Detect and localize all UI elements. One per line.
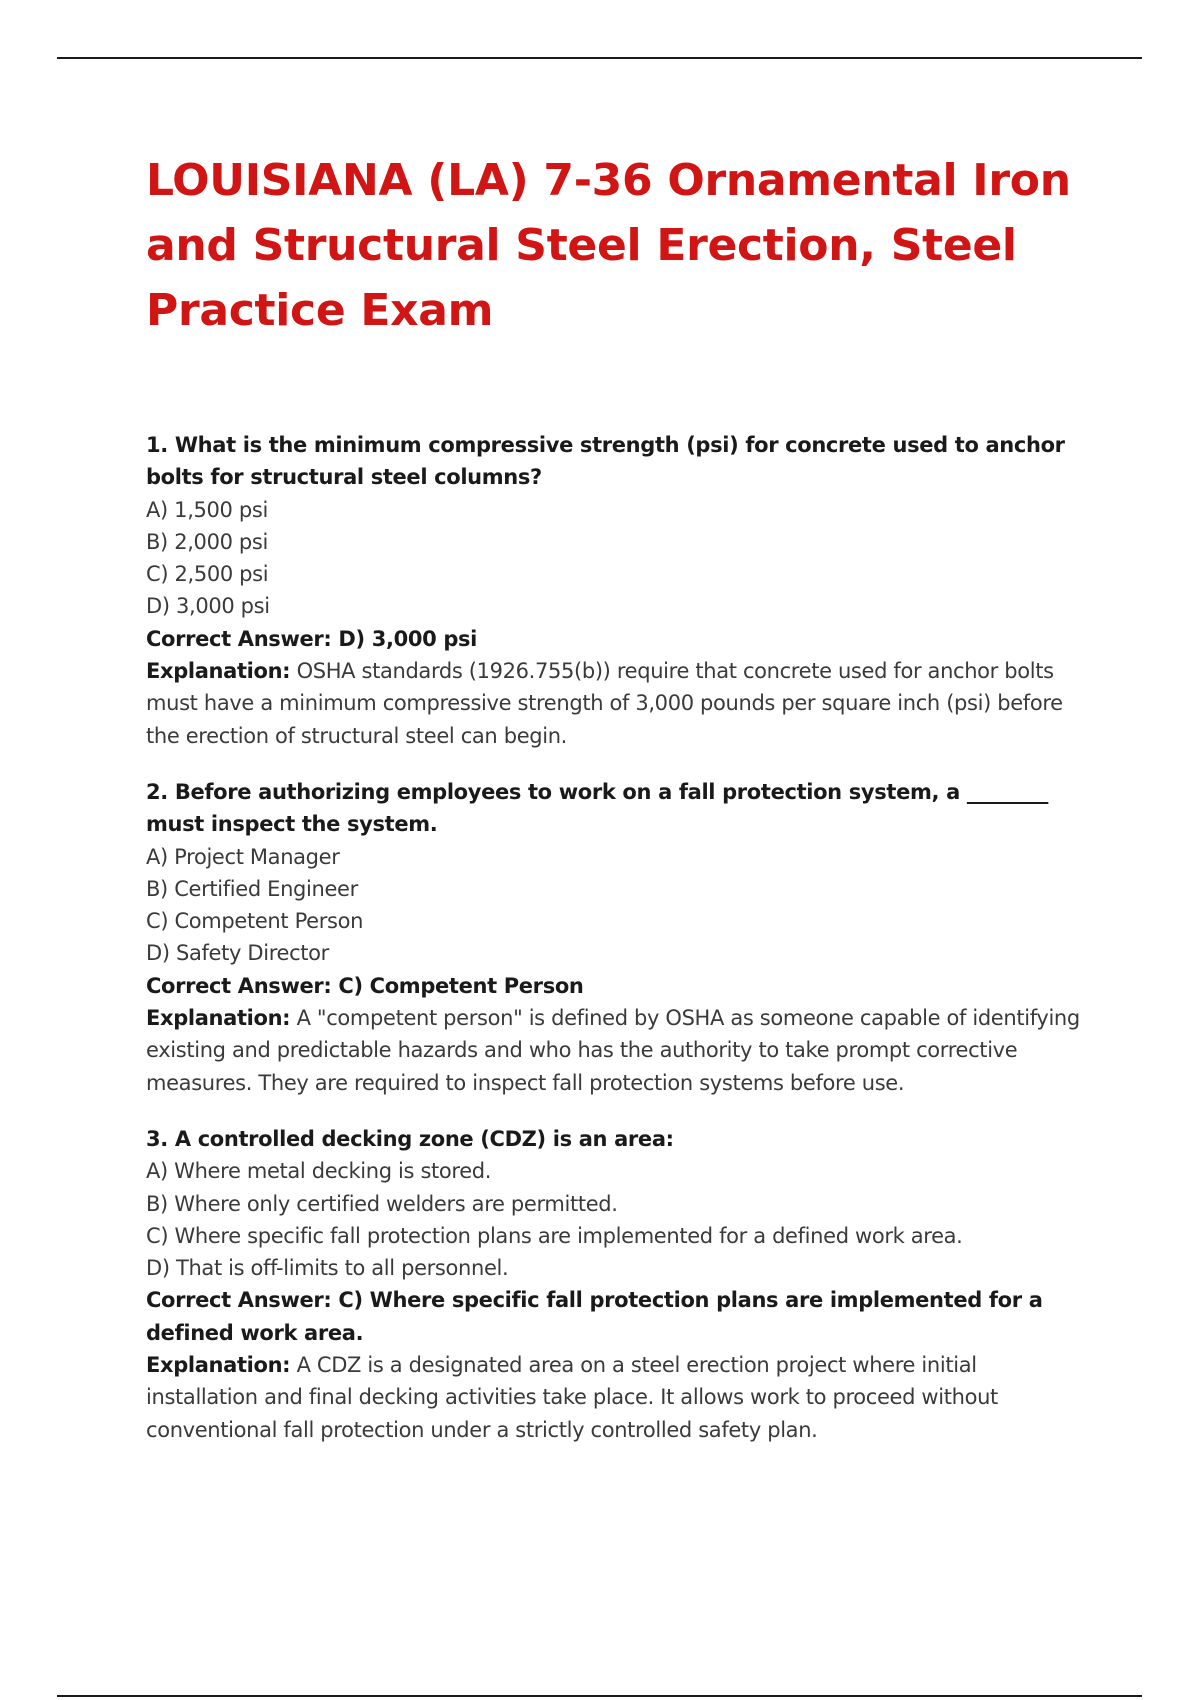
- option-c: C) Where specific fall protection plans are implemented for a defined work area.: [146, 1223, 963, 1248]
- explanation: [146, 1002, 1086, 1099]
- explanation: [146, 655, 1086, 752]
- page-title: LOUISIANA (LA) 7-36 Ornamental Iron and Structural Steel Erection, Steel Practice Exam: [146, 155, 1071, 336]
- option-b: B) Certified Engineer: [146, 876, 358, 901]
- option-a: A) 1,500 psi: [146, 497, 268, 522]
- correct-answer: Correct Answer: C) Competent Person: [146, 973, 584, 998]
- option-d: D) That is off-limits to all personnel.: [146, 1256, 509, 1281]
- question-3: [146, 1123, 1086, 1446]
- explanation-label: Explanation:: [146, 1353, 291, 1378]
- option-d: D) Safety Director: [146, 941, 329, 966]
- explanation-label: Explanation:: [146, 659, 291, 684]
- question-2: [146, 776, 1086, 1099]
- top-divider: [57, 57, 1142, 59]
- option-b: B) Where only certified welders are permitted.: [146, 1191, 618, 1216]
- question-list: [146, 429, 1086, 1446]
- correct-answer: Correct Answer: D) 3,000 psi: [146, 626, 478, 651]
- correct-answer: Correct Answer: C) Where specific fall protection plans are implemented for a defined work area.: [146, 1288, 1043, 1345]
- option-c: C) 2,500 psi: [146, 562, 269, 587]
- option-c: C) Competent Person: [146, 909, 364, 934]
- option-a: A) Project Manager: [146, 844, 340, 869]
- explanation-text: A "competent person" is defined by OSHA as someone capable of identifying existing and predictable hazards and who has the authority to take prompt corrective measures. They are required to inspect fall protection systems before use.: [146, 1006, 1080, 1095]
- question-text: 1. What is the minimum compressive strength (psi) for concrete used to anchor bolts for structural steel columns?: [146, 433, 1065, 490]
- explanation-text: A CDZ is a designated area on a steel erection project where initial installation and final decking activities take place. It allows work to proceed without conventional fall protection under a strictly controlled safety plan.: [146, 1353, 998, 1442]
- option-a: A) Where metal decking is stored.: [146, 1159, 492, 1184]
- explanation-text: OSHA standards (1926.755(b)) require that concrete used for anchor bolts must have a minimum compressive strength of 3,000 pounds per square inch (psi) before the erection of structural steel can begin.: [146, 659, 1063, 748]
- bottom-divider: [57, 1695, 1142, 1697]
- question-1: [146, 429, 1086, 752]
- question-text: 2. Before authorizing employees to work on a fall protection system, a ________ must inspect the system.: [146, 779, 1049, 837]
- option-d: D) 3,000 psi: [146, 594, 270, 619]
- explanation: [146, 1349, 1086, 1446]
- option-b: B) 2,000 psi: [146, 529, 268, 554]
- document-body: [146, 148, 1086, 1470]
- explanation-label: Explanation:: [146, 1006, 291, 1031]
- question-text: 3. A controlled decking zone (CDZ) is an area:: [146, 1126, 674, 1151]
